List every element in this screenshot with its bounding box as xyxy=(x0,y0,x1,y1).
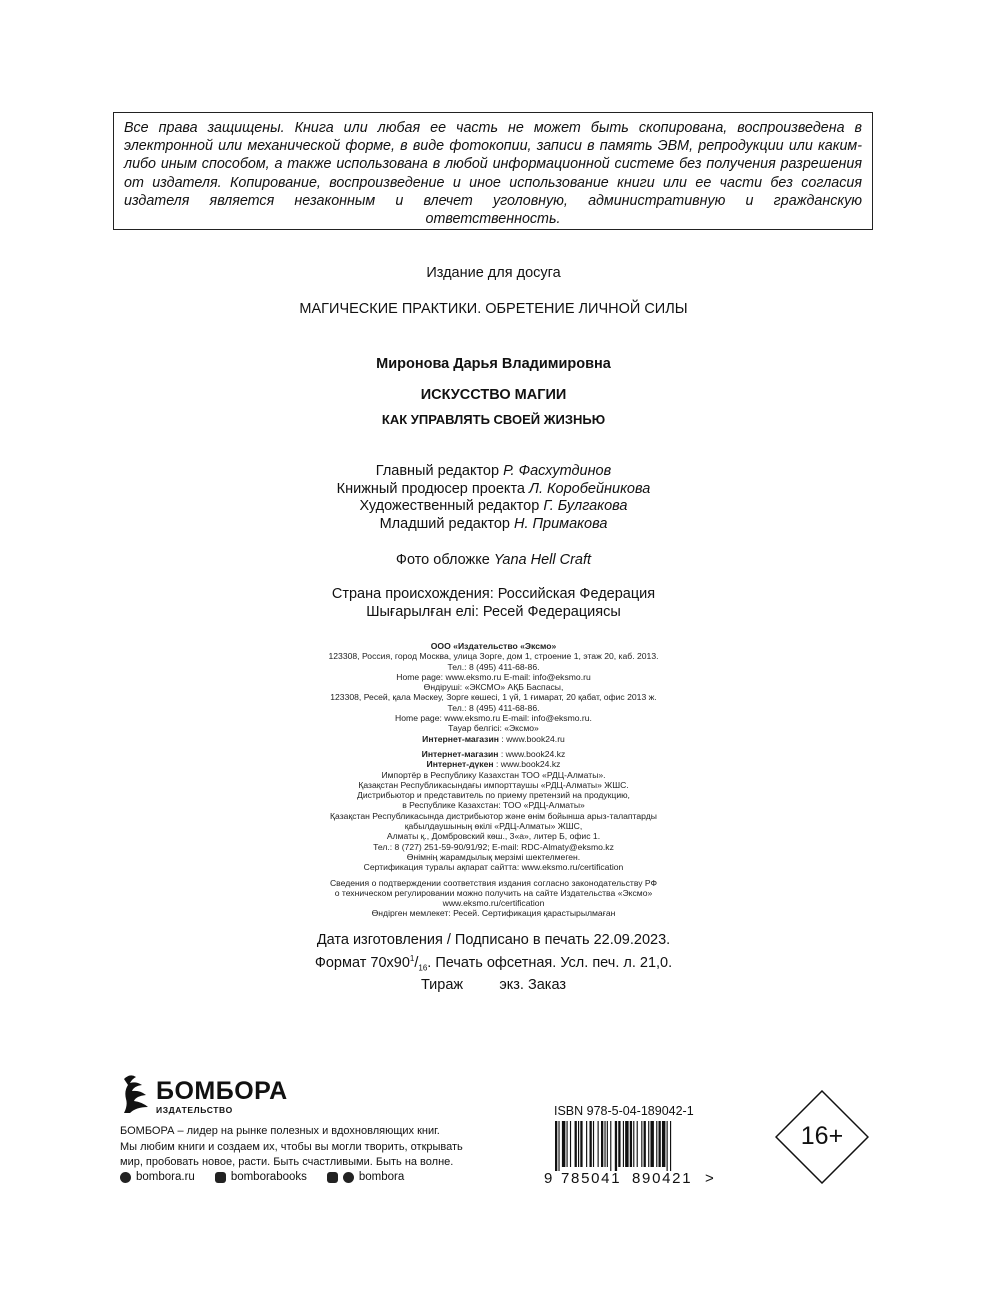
book-subtitle: КАК УПРАВЛЯТЬ СВОЕЙ ЖИЗНЬЮ xyxy=(381,412,606,427)
photo-credit: Фото обложке Yana Hell Craft xyxy=(395,552,592,568)
social-links xyxy=(120,1171,404,1183)
tagline-line: БОМБОРА – лидер на рынке полезных и вдохновляющих книг. xyxy=(120,1125,440,1137)
book-title: ИСКУССТВО МАГИИ xyxy=(420,387,567,403)
barcode-bar xyxy=(662,1121,665,1167)
imprint-line: Өнімнің жарамдылық мерзімі шектелмеген. xyxy=(406,851,581,862)
youtube-icon xyxy=(327,1172,338,1183)
barcode-group-2: 890421 xyxy=(632,1170,693,1187)
imprint-line: Home page: www.eksmo.ru E-mail: info@eksmo.ru. xyxy=(395,713,592,724)
imprint-line: Алматы қ., Домбровский көш., 3«а», литер Б, офис 1. xyxy=(386,831,601,842)
imprint-line: Тел.: 8 (495) 411-68-86. xyxy=(447,661,540,672)
publisher-name: ООО «Издательство «Эксмо» xyxy=(430,641,557,651)
barcode-group-1: 785041 xyxy=(561,1170,622,1187)
imprint-line: Сведения о подтверждении соответствия издания согласно законодательству РФ xyxy=(329,877,658,888)
vk-icon xyxy=(215,1172,226,1183)
barcode-bar xyxy=(604,1121,605,1167)
globe-icon xyxy=(120,1172,131,1183)
barcode-bar xyxy=(610,1121,611,1171)
imprint-line: Home page: www.eksmo.ru E-mail: info@eksmo.ru xyxy=(396,671,591,682)
tagline-line: Мы любим книги и создаем их, чтобы вы могли творить, открывать xyxy=(120,1140,463,1153)
imprint-line: Импортёр в Республику Казахстан ТОО «РДЦ-Алматы». xyxy=(381,769,606,780)
barcode-bar xyxy=(615,1121,617,1171)
barcode-first-digit: 9 xyxy=(544,1170,553,1187)
barcode-bar xyxy=(607,1121,608,1167)
barcode-bar xyxy=(558,1121,559,1171)
barcode-bar xyxy=(578,1121,579,1167)
print-date: Дата изготовления / Подписано в печать 22.09.2023. xyxy=(316,932,671,948)
barcode-bar xyxy=(618,1121,620,1167)
imprint-line: Тел.: 8 (495) 411-68-86. xyxy=(447,702,540,713)
imprint-line: в Республике Казахстан: ТОО «РДЦ-Алматы» xyxy=(402,800,585,811)
barcode-bar xyxy=(644,1121,646,1167)
barcode-bar xyxy=(641,1121,642,1167)
barcode-end-mark: > xyxy=(705,1170,714,1187)
credit-line: Книжный продюсер проекта Л. Коробейникова xyxy=(336,480,651,497)
barcode-bar xyxy=(590,1121,592,1167)
print-format: Формат $70x90^1/_{16}$. Печать офсетная. Усл. печ. л. 21,0. xyxy=(314,953,673,973)
telegram-icon xyxy=(343,1172,354,1183)
barcode-bar xyxy=(633,1121,634,1167)
barcode-bar xyxy=(555,1121,557,1171)
barcode-bar xyxy=(656,1121,657,1167)
barcode-bar xyxy=(670,1121,671,1171)
brand-tagline xyxy=(120,1124,500,1171)
barcode-bar xyxy=(648,1121,649,1167)
imprint-line: Дистрибьютор и представитель по приему претензий на продукцию, xyxy=(357,790,630,801)
imprint-line: о техническом регулировании можно получить на сайте Издательства «Эксмо» xyxy=(334,887,653,898)
barcode-bar xyxy=(625,1121,628,1167)
age-rating: 16+ xyxy=(800,1122,844,1150)
imprint-line: Қазақстан Республикасындағы импорттаушы «РДЦ-Алматы» ЖШС. xyxy=(358,779,629,790)
imprint-line: Өндіруші: «ЭКСМО» АҚБ Баспасы, xyxy=(423,682,564,693)
origin-ru: Страна происхождения: Российская Федерация xyxy=(331,586,656,602)
isbn: ISBN 978-5-04-189042-1 xyxy=(554,1104,694,1118)
barcode-bar xyxy=(575,1121,577,1167)
author-name: Миронова Дарья Владимировна xyxy=(376,356,611,372)
shop-ru-line: Интернет-магазин : www.book24.ru xyxy=(422,733,565,744)
imprint-line: 123308, Россия, город Москва, улица Зорге, дом 1, строение 1, этаж 20, каб. 2013. xyxy=(328,651,659,662)
social-site[interactable]: bombora.ru xyxy=(136,1171,195,1183)
bombora-logo xyxy=(120,1073,288,1117)
origin-kz: Шығарылған елі: Ресей Федерациясы xyxy=(366,603,621,620)
barcode-bar xyxy=(630,1121,632,1167)
imprint-line: Қазақстан Республикасында дистрибьютор және өнім бойынша арыз-талаптарды xyxy=(330,810,657,821)
barcode-bar xyxy=(586,1121,587,1167)
credits-block xyxy=(0,463,987,533)
barcode-bar xyxy=(567,1121,568,1167)
barcode-bar xyxy=(562,1121,565,1167)
brand-sub: ИЗДАТЕЛЬСТВО xyxy=(156,1105,233,1115)
print-run: Тираж экз. Заказ xyxy=(420,976,567,993)
edition-type: Издание для досуга xyxy=(426,265,561,281)
barcode xyxy=(555,1121,705,1171)
origin-block xyxy=(0,586,987,621)
shop-kz-line: Интернет-магазин : www.book24.kz xyxy=(421,748,566,759)
barcode-bar xyxy=(580,1121,582,1167)
barcode-bar xyxy=(650,1121,653,1167)
barcode-bar xyxy=(570,1121,571,1167)
social-telegram[interactable]: bombora xyxy=(358,1171,405,1183)
barcode-bar xyxy=(601,1121,603,1167)
imprint-line: Сертификация туралы ақпарат сайтта: www.eksmo.ru/certification xyxy=(363,862,624,873)
imprint-line: 123308, Ресей, қала Мәскеу, Зорге көшесі, 1 үй, 1 ғимарат, 20 қабат, офис 2013 ж. xyxy=(330,692,657,703)
barcode-bar xyxy=(667,1121,668,1171)
imprint-line: Өндірген мемлекет: Ресей. Сертификация қарастырылмаған xyxy=(371,908,616,919)
imprint-line: www.eksmo.ru/certification xyxy=(442,898,545,909)
brand-name: БОМБОРА xyxy=(156,1077,288,1105)
bombora-logo-icon xyxy=(120,1073,154,1115)
credit-line: Главный редактор Р. Фасхутдинов xyxy=(375,463,612,479)
barcode-bar xyxy=(593,1121,594,1167)
imprint-line: Тауар белгісі: «Эксмо» xyxy=(448,723,539,734)
imprint-block xyxy=(0,641,987,919)
barcode-bar xyxy=(623,1121,624,1167)
series-title: МАГИЧЕСКИЕ ПРАКТИКИ. ОБРЕТЕНИЕ ЛИЧНОЙ СИЛЫ xyxy=(299,301,688,317)
tagline-line: мир, пробовать новое, расти. Быть счастливыми. Быть на волне. xyxy=(120,1156,454,1168)
print-info xyxy=(0,932,987,994)
imprint-line: қабылдаушының өкілі «РДЦ-Алматы» ЖШС, xyxy=(404,821,583,832)
barcode-bar xyxy=(659,1121,661,1167)
age-rating-badge xyxy=(775,1090,869,1184)
barcode-bar xyxy=(598,1121,599,1167)
credit-line: Младший редактор Н. Примакова xyxy=(379,515,608,532)
barcode-bar xyxy=(637,1121,638,1167)
shop-kz2-line: Интернет-дүкен : www.book24.kz xyxy=(426,759,561,770)
rights-notice: Все права защищены. Книга или любая ее часть не может быть скопирована, воспроизведена в электронной или механической форме, в виде фотокопии, записи в память ЭВМ, репродукции или каким-либо иным способом, а также использована в любой информационной системе без получения разрешения от издателя. Копирование, воспроизведение и иное использование книги или ее части без согласия издателя является незаконным и влечет уголовную, административную и гражданскую ответственность. xyxy=(113,112,873,230)
credit-line: Художественный редактор Г. Булгакова xyxy=(359,498,628,514)
imprint-line: Тел.: 8 (727) 251-59-90/91/92; E-mail: RDC-Almaty@eksmo.kz xyxy=(373,841,614,852)
social-vk[interactable]: bomborabooks xyxy=(230,1171,307,1183)
